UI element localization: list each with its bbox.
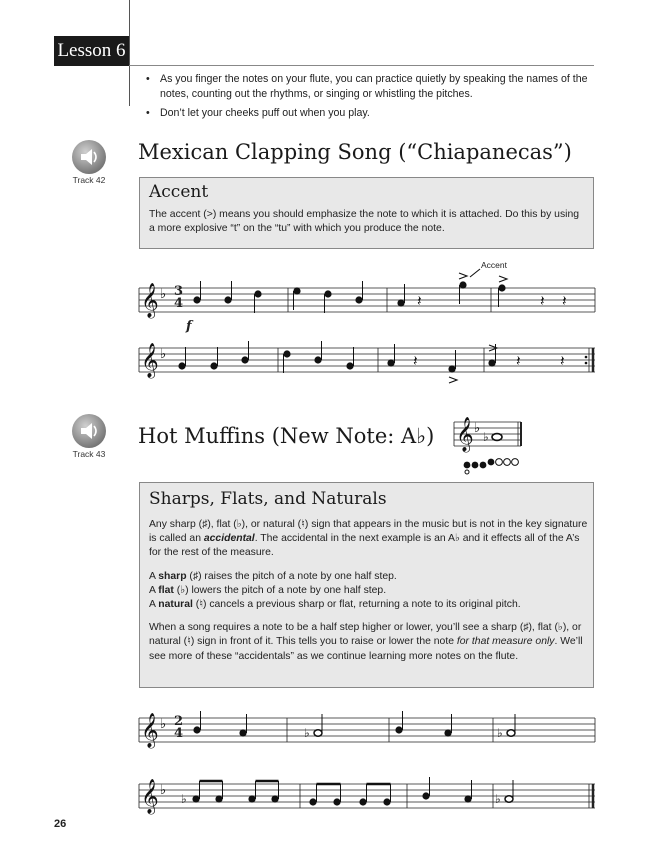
flat-term: flat: [158, 584, 174, 596]
flat-definition: (♭) lowers the pitch of a note by one half step.: [173, 584, 387, 596]
song-title: Hot Muffins (New Note: A♭): [138, 424, 435, 448]
svg-text:𝄽: 𝄽: [560, 352, 565, 370]
flat-lead: A: [149, 584, 159, 596]
lesson-label: Lesson 6: [54, 36, 129, 66]
svg-text:♭: ♭: [497, 726, 503, 740]
box-title: Accent: [149, 182, 209, 202]
box-title: Sharps, Flats, and Naturals: [149, 489, 387, 509]
accent-annotation: Accent: [481, 260, 507, 270]
time-signature: 2 4: [174, 714, 184, 741]
svg-text:𝄽: 𝄽: [562, 292, 567, 310]
intro-bullets: [144, 72, 594, 125]
svg-text:𝄞: 𝄞: [141, 283, 159, 318]
svg-text:♭: ♭: [495, 792, 501, 806]
box-text: [149, 518, 589, 664]
svg-text:♭: ♭: [474, 421, 481, 436]
svg-text:𝄽: 𝄽: [516, 352, 521, 370]
svg-text:𝄞: 𝄞: [141, 343, 159, 378]
track-label: Track 42: [72, 175, 106, 185]
svg-text:♭: ♭: [160, 347, 167, 362]
svg-text:𝄞: 𝄞: [141, 713, 159, 748]
sharp-lead: A: [149, 570, 159, 582]
svg-text:𝄽: 𝄽: [417, 292, 422, 310]
sharp-definition: (♯) raises the pitch of a note by one half step.: [186, 570, 397, 582]
svg-text:♭: ♭: [160, 287, 167, 302]
svg-text:♭: ♭: [483, 430, 489, 444]
track-label: Track 43: [72, 449, 106, 459]
sharp-term: sharp: [158, 570, 187, 582]
margin-rule: [129, 0, 130, 106]
svg-text:𝄞: 𝄞: [456, 417, 474, 452]
header-rule: [129, 65, 594, 66]
svg-text:𝄞: 𝄞: [141, 779, 159, 814]
speaker-icon[interactable]: [72, 414, 106, 448]
svg-text:♭: ♭: [160, 783, 167, 798]
svg-text:𝄽: 𝄽: [540, 292, 545, 310]
svg-text:𝄽: 𝄽: [413, 352, 418, 370]
time-signature: 3 4: [174, 284, 184, 311]
p3-emphasis: for that measure only: [456, 636, 555, 648]
page-number: 26: [54, 818, 67, 830]
p1-part-c: . The accidental in the next example is an A♭ and it effects all of the A’s for the rest of the measure.: [149, 533, 580, 559]
svg-text:♭: ♭: [181, 792, 187, 806]
svg-text:♭: ♭: [160, 717, 167, 732]
dynamic-marking: f: [186, 319, 192, 334]
speaker-icon[interactable]: [72, 140, 106, 174]
svg-text:♭: ♭: [304, 726, 310, 740]
p3-part-a: When a song requires a note to be a half step higher or lower, you’ll see a sharp (♯), flat (♭), or natural (♮) sign in front of it. This tells you to raise or lower the note: [149, 622, 582, 648]
p1-part-a: Any sharp (♯), flat (♭), or natural (♮) sign that appears in the music but is not in the key signature is called an: [149, 519, 588, 545]
accidental-term: accidental: [203, 533, 255, 545]
natural-term: natural: [158, 599, 193, 611]
intro-bullet-2: • Don’t let your cheeks puff out when you play.: [144, 106, 594, 121]
natural-definition: (♮) cancels a previous sharp or flat, returning a note to its original pitch.: [192, 599, 521, 611]
intro-bullet-1: • As you finger the notes on your flute, you can practice quietly by speaking the names of the notes, counting out the rhythms, or singing or whistling the pitches.: [144, 72, 594, 102]
box-text: The accent (>) means you should emphasize the note to which it is attached. Do this by using a more explosive “t” on the “tu” with which you produce the note.: [149, 209, 580, 235]
p3-part-c: . We’ll see more of these “accidentals” as we continue learning more notes on the flute.: [149, 636, 583, 662]
natural-lead: A: [149, 599, 159, 611]
song-title: Mexican Clapping Song (“Chiapanecas”): [138, 140, 572, 164]
